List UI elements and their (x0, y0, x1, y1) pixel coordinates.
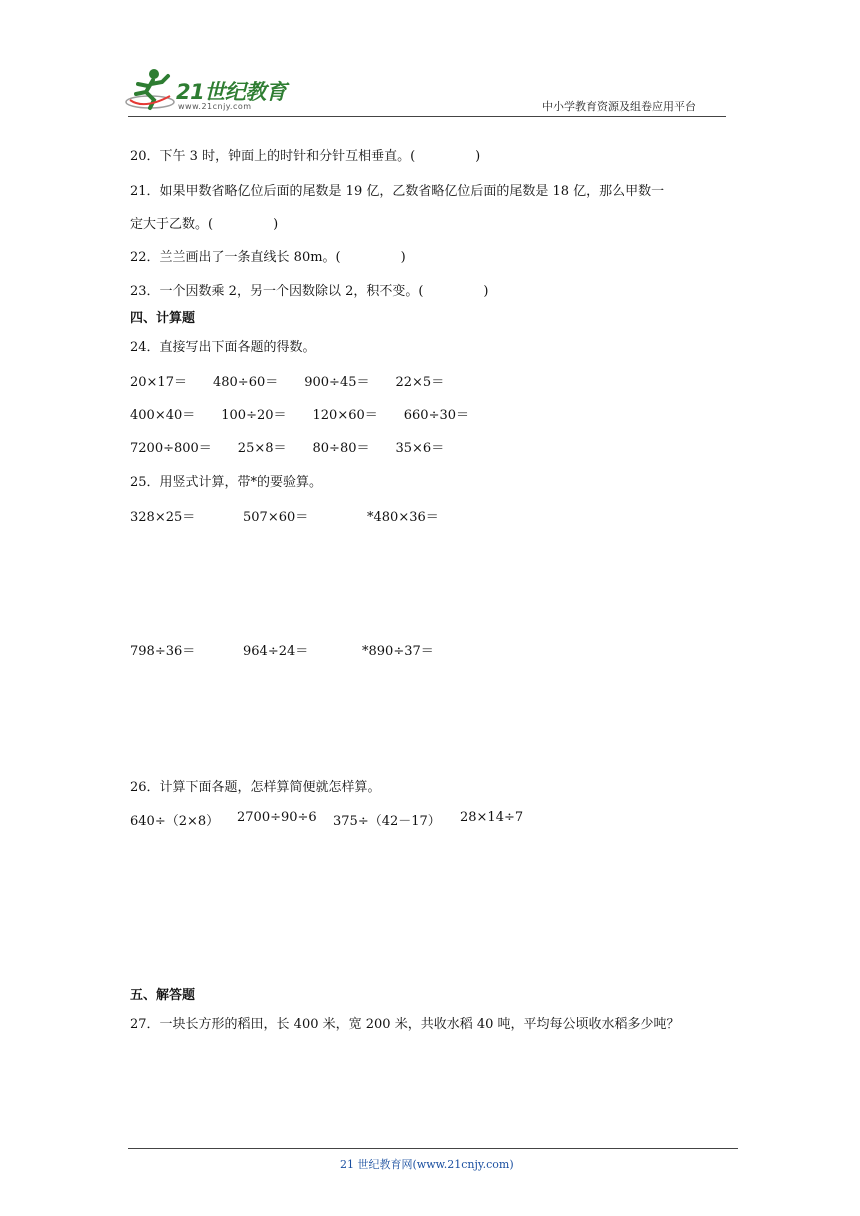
q24-item: 660÷30＝ (403, 408, 469, 423)
q24-item: 20×17＝ (130, 375, 187, 390)
q24-item: 80÷80＝ (312, 441, 370, 456)
header-platform-text: 中小学教育资源及组卷应用平台 (542, 100, 696, 113)
footer-text: 21 世纪教育网(www.21cnjy.com) (340, 1158, 514, 1171)
question-24: 24．直接写出下面各题的得数。 (130, 340, 316, 355)
question-26: 26．计算下面各题，怎样算简便就怎样算。 (130, 780, 381, 795)
q26-item: 28×14÷7 (460, 810, 524, 825)
section-5-title: 五、解答题 (130, 988, 196, 1003)
q24-row-1 (130, 371, 470, 390)
q24-item: 25×8＝ (237, 441, 287, 456)
q24-item: 7200÷800＝ (130, 441, 212, 456)
q24-item: 480÷60＝ (212, 375, 279, 390)
q25-item: 964÷24＝ (243, 644, 309, 659)
q24-item: 900÷45＝ (304, 375, 370, 390)
q24-item: 400×40＝ (130, 408, 196, 423)
question-22: 22．兰兰画出了一条直线长 80m。( ) (130, 250, 406, 265)
q24-item: 22×5＝ (395, 375, 445, 390)
question-23: 23．一个因数乘 2，另一个因数除以 2，积不变。( ) (130, 284, 489, 299)
q25-item: 328×25＝ (130, 510, 196, 525)
question-27: 27．一块长方形的稻田，长 400 米，宽 200 米，共收水稻 40 吨，平均每公顷收水稻多少吨？ (130, 1017, 680, 1032)
header-divider (128, 116, 726, 117)
runner-logo-icon (124, 66, 176, 112)
footer-divider (128, 1148, 738, 1149)
q24-item: 120×60＝ (312, 408, 378, 423)
logo-url: www.21cnjy.com (178, 102, 252, 111)
q26-item: 2700÷90÷6 (237, 810, 317, 825)
q25-item: 507×60＝ (243, 510, 309, 525)
section-4-title: 四、计算题 (130, 311, 196, 326)
q25-item: 798÷36＝ (130, 644, 196, 659)
q26-item: 375÷（42－17） (333, 814, 441, 829)
question-25: 25．用竖式计算，带*的要验算。 (130, 475, 323, 490)
question-21-line2: 定大于乙数。( ) (130, 217, 279, 232)
q25-item: *890÷37＝ (362, 644, 434, 659)
logo-text: 21世纪教育 (176, 80, 287, 104)
q24-item: 100÷20＝ (221, 408, 287, 423)
q24-row-2 (130, 404, 495, 423)
q24-row-3 (130, 437, 470, 456)
q25-item: *480×36＝ (367, 510, 439, 525)
q24-item: 35×6＝ (395, 441, 445, 456)
question-21-line1: 21．如果甲数省略亿位后面的尾数是 19 亿，乙数省略亿位后面的尾数是 18 亿，那么甲数一 (130, 184, 665, 199)
q26-item: 640÷（2×8） (130, 814, 220, 829)
question-20: 20．下午 3 时，钟面上的时针和分针互相垂直。( ) (130, 149, 481, 164)
logo (124, 66, 294, 116)
